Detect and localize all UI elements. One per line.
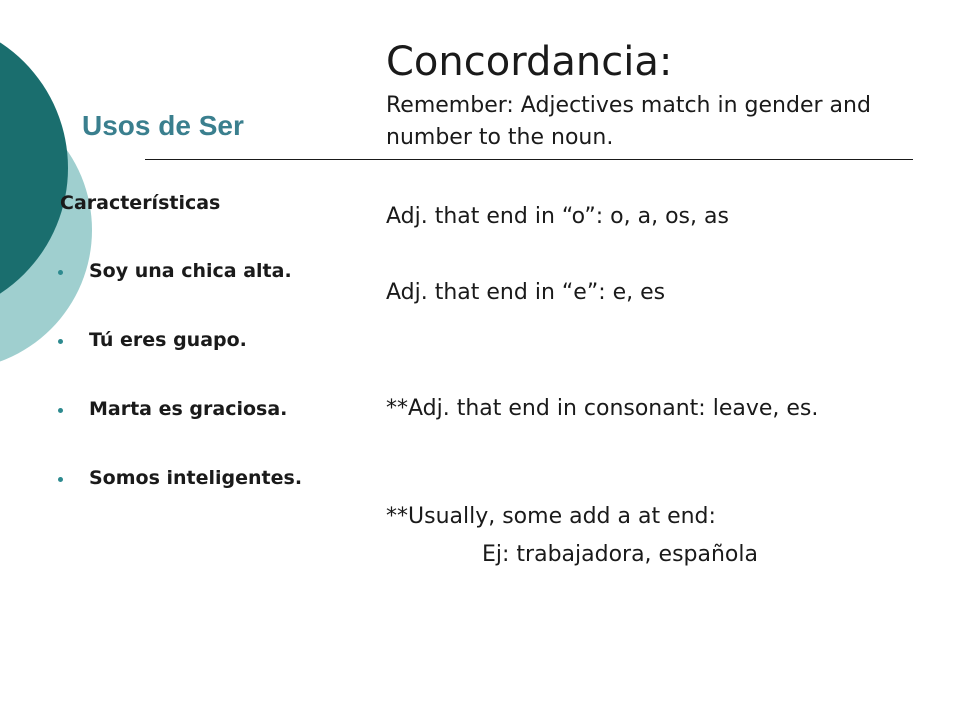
example-text: Tú eres guapo. — [89, 329, 247, 351]
left-column — [60, 192, 380, 489]
example-item — [89, 398, 287, 420]
example-text: Soy una chica alta. — [89, 260, 292, 282]
decorative-circles — [0, 0, 200, 720]
example-item — [89, 467, 302, 489]
left-heading: Características — [60, 192, 221, 214]
bullet-icon — [58, 477, 63, 482]
rule-o-text: Adj. that end in “o”: o, a, os, as — [386, 204, 729, 229]
bullet-icon — [58, 408, 63, 413]
example-text-right: Ej: trabajadora, española — [482, 542, 758, 567]
slide-title: Usos de Ser — [82, 110, 244, 141]
usually-text: **Usually, some add a at end: — [386, 504, 716, 529]
bullet-icon — [58, 270, 63, 275]
example-item — [89, 260, 292, 282]
example-text: Marta es graciosa. — [89, 398, 288, 420]
concordancia-title: Concordancia: — [386, 39, 673, 85]
rule-e-text: Adj. that end in “e”: e, es — [386, 280, 666, 305]
rule-consonant-text: **Adj. that end in consonant: leave, es. — [386, 396, 819, 421]
remember-text: Remember: Adjectives match in gender and number to the noun. — [386, 93, 871, 150]
example-item — [89, 329, 247, 351]
bullet-icon — [58, 339, 63, 344]
title-divider — [145, 159, 913, 160]
example-text: Somos inteligentes. — [89, 467, 303, 489]
